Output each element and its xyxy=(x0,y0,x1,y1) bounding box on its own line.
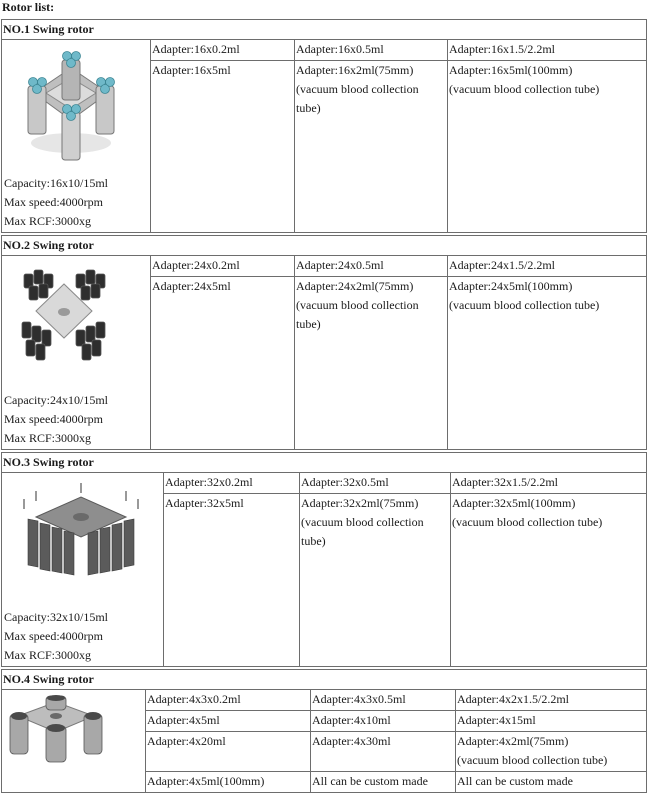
rotor-image-cell xyxy=(2,473,164,667)
rotor-photo xyxy=(16,479,146,579)
rotor-specs: Capacity:32x10/15ml Max speed:4000rpm Max RCF:3000xg xyxy=(4,610,108,662)
adapter-cell: Adapter:24x0.2ml xyxy=(151,256,295,277)
adapter-cell: Adapter:32x1.5/2.2ml xyxy=(451,473,647,494)
adapter-cell: Adapter:24x5ml xyxy=(151,277,295,450)
adapter-cell: Adapter:4x3x0.2ml xyxy=(146,690,311,711)
adapter-cell: Adapter:32x0.2ml xyxy=(164,473,300,494)
rotor-photo xyxy=(4,692,108,764)
rotor-image-cell xyxy=(2,40,151,233)
adapter-cell: Adapter:4x2ml(75mm) (vacuum blood collection tube) xyxy=(456,732,647,772)
adapter-cell: Adapter:32x5ml(100mm) (vacuum blood collection tube) xyxy=(451,494,647,667)
rotor-image-cell xyxy=(2,690,146,793)
rotor-specs: Capacity:16x10/15ml Max speed:4000rpm Max RCF:3000xg xyxy=(4,176,108,228)
adapter-cell: Adapter:4x15ml xyxy=(456,711,647,732)
rotor-table-1 xyxy=(1,19,647,233)
adapter-cell: Adapter:4x5ml(100mm) xyxy=(146,772,311,793)
adapter-cell: Adapter:4x5ml xyxy=(146,711,311,732)
adapter-cell: Adapter:32x2ml(75mm) (vacuum blood collection tube) xyxy=(300,494,451,667)
rotor-title: NO.4 Swing rotor xyxy=(2,670,647,690)
adapter-cell: Adapter:24x0.5ml xyxy=(295,256,448,277)
adapter-cell: Adapter:16x5ml(100mm) (vacuum blood collection tube) xyxy=(448,61,647,233)
adapter-cell: Adapter:4x30ml xyxy=(311,732,456,772)
adapter-cell: Adapter:16x0.2ml xyxy=(151,40,295,61)
rotor-specs: Capacity:24x10/15ml Max speed:4000rpm Max RCF:3000xg xyxy=(4,393,108,445)
adapter-cell: Adapter:4x2x1.5/2.2ml xyxy=(456,690,647,711)
rotor-table-2 xyxy=(1,235,647,450)
adapter-cell: Adapter:4x3x0.5ml xyxy=(311,690,456,711)
page-title: Rotor list: xyxy=(2,0,55,14)
adapter-cell: All can be custom made xyxy=(311,772,456,793)
adapter-cell: All can be custom made xyxy=(456,772,647,793)
rotor-table-4 xyxy=(1,669,647,793)
adapter-cell: Adapter:24x5ml(100mm) (vacuum blood collection tube) xyxy=(448,277,647,450)
adapter-cell: Adapter:16x0.5ml xyxy=(295,40,448,61)
adapter-cell: Adapter:16x2ml(75mm) (vacuum blood collection tube) xyxy=(295,61,448,233)
rotor-image-cell xyxy=(2,256,151,450)
rotor-photo xyxy=(14,256,114,371)
adapter-cell: Adapter:32x0.5ml xyxy=(300,473,451,494)
rotor-title: NO.1 Swing rotor xyxy=(2,20,647,40)
rotor-title: NO.3 Swing rotor xyxy=(2,453,647,473)
adapter-cell: Adapter:4x20ml xyxy=(146,732,311,772)
adapter-cell: Adapter:16x5ml xyxy=(151,61,295,233)
rotor-photo xyxy=(16,40,126,169)
adapter-cell: Adapter:24x2ml(75mm) (vacuum blood collection tube) xyxy=(295,277,448,450)
rotor-table-3 xyxy=(1,452,647,667)
rotor-title: NO.2 Swing rotor xyxy=(2,236,647,256)
adapter-cell: Adapter:16x1.5/2.2ml xyxy=(448,40,647,61)
adapter-cell: Adapter:24x1.5/2.2ml xyxy=(448,256,647,277)
adapter-cell: Adapter:4x10ml xyxy=(311,711,456,732)
adapter-cell: Adapter:32x5ml xyxy=(164,494,300,667)
